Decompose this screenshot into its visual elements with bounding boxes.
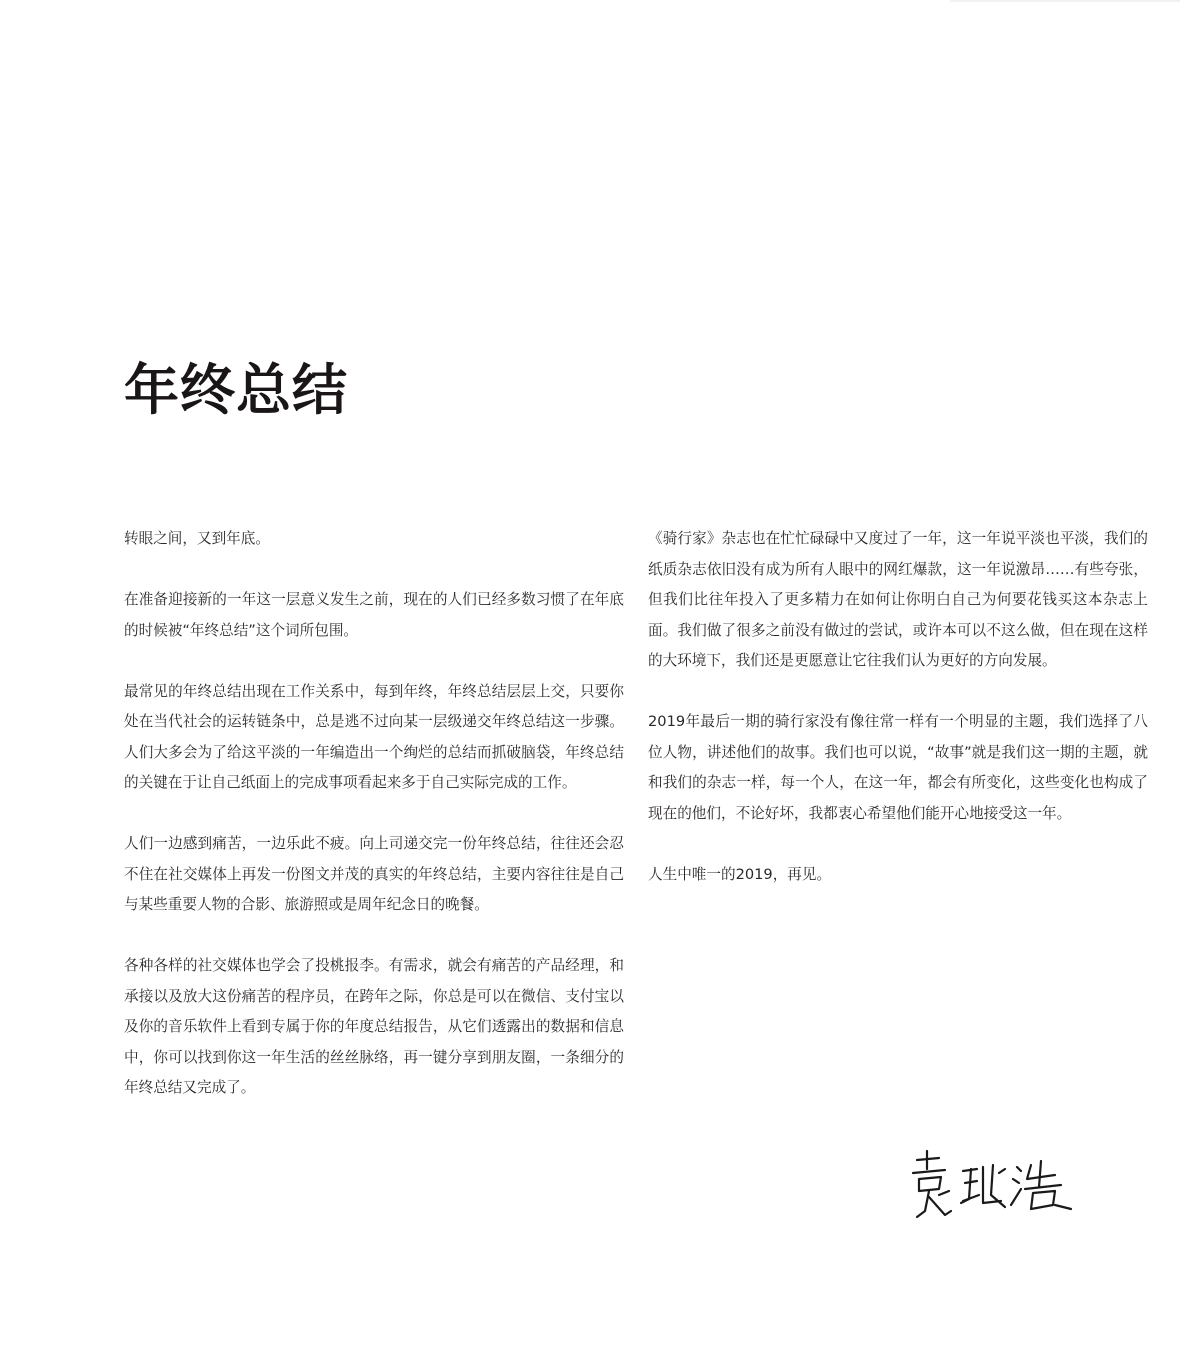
right-column	[648, 524, 1148, 921]
paragraph: 人生中唯一的2019，再见。	[648, 865, 832, 883]
top-divider	[950, 0, 1180, 2]
left-column	[124, 524, 624, 1134]
handwritten-signature	[905, 1145, 1080, 1225]
paragraph: 在准备迎接新的一年这一层意义发生之前，现在的人们已经多数习惯了在年底的时候被“年终总结”这个词所包围。	[124, 591, 624, 639]
paragraph: 《骑行家》杂志也在忙忙碌碌中又度过了一年，这一年说平淡也平淡，我们的纸质杂志依旧没有成为所有人眼中的网红爆款，这一年说激昂……有些夸张，但我们比往年投入了更多精力在如何让你明白自己为何要花钱买这本杂志上面。我们做了很多之前没有做过的尝试，或许本可以不这么做，但在现在这样的大环境下，我们还是更愿意让它往我们认为更好的方向发展。	[648, 530, 1148, 669]
paragraph: 2019年最后一期的骑行家没有像往常一样有一个明显的主题，我们选择了八位人物，讲述他们的故事。我们也可以说，“故事”就是我们这一期的主题，就和我们的杂志一样，每一个人，在这一年，都会有所变化，这些变化也构成了现在的他们，不论好坏，我都衷心希望他们能开心地接受这一年。	[648, 713, 1148, 822]
paragraph: 各种各样的社交媒体也学会了投桃报李。有需求，就会有痛苦的产品经理，和承接以及放大这份痛苦的程序员，在跨年之际，你总是可以在微信、支付宝以及你的音乐软件上看到专属于你的年度总结报告，从它们透露出的数据和信息中，你可以找到你这一年生活的丝丝脉络，再一键分享到朋友圈，一条细分的年终总结又完成了。	[124, 957, 624, 1096]
paragraph: 转眼之间，又到年底。	[124, 530, 270, 547]
paragraph: 人们一边感到痛苦，一边乐此不疲。向上司递交完一份年终总结，往往还会忍不住在社交媒体上再发一份图文并茂的真实的年终总结，主要内容往往是自己与某些重要人物的合影、旅游照或是周年纪念日的晚餐。	[124, 835, 624, 913]
page-title: 年终总结	[124, 358, 349, 422]
paragraph: 最常见的年终总结出现在工作关系中，每到年终，年终总结层层上交，只要你处在当代社会的运转链条中，总是逃不过向某一层级递交年终总结这一步骤。人们大多会为了给这平淡的一年编造出一个绚烂的总结而抓破脑袋，年终总结的关键在于让自己纸面上的完成事项看起来多于自己实际完成的工作。	[124, 682, 624, 791]
